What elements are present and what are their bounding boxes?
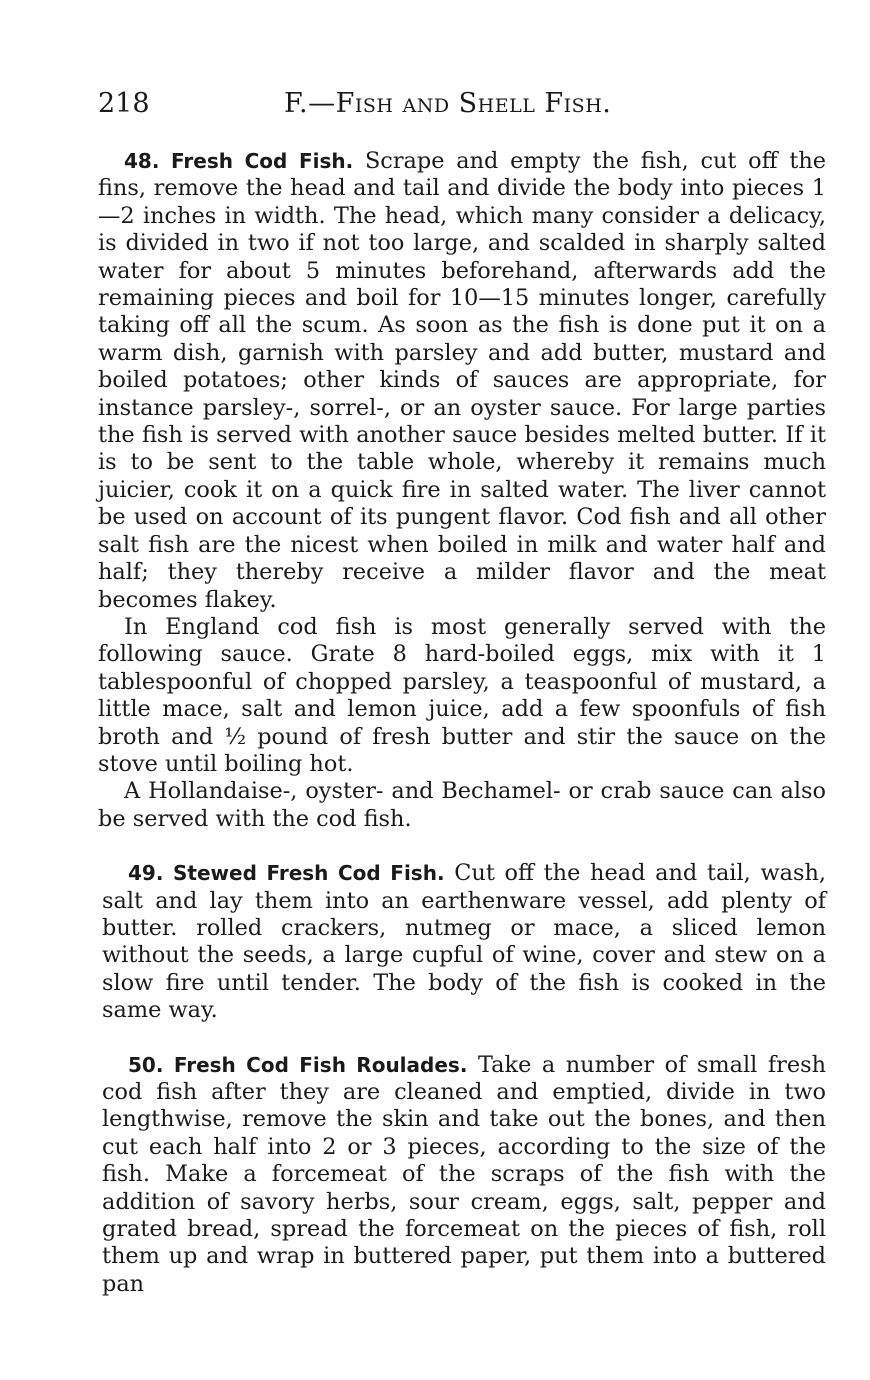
recipe-heading: [128, 1053, 467, 1077]
recipe-paragraph: [98, 148, 826, 614]
recipe-text: Take a number of small fresh cod fish after they are cleaned and emptied, divide in two lengthwise, remove the skin and take out the bones, and then cut each half into 2 or 3 pieces, according to the size of the fish. Make a forcemeat of the scraps of the fish with the addition of savory herbs, sour cream, eggs, salt, pepper and grated bread, spread the forcemeat on the pieces of fish, roll them up and wrap in buttered paper, put them into a buttered pan: [102, 1051, 826, 1297]
page-number: 218: [98, 88, 150, 119]
recipe-49: [98, 860, 826, 1024]
recipe-text: Scrape and empty the fish, cut off the fins, remove the head and tail and divide the body into pieces 1—2 inches in width. The head, which many consider a delicacy, is divided in two if not too large, and scalded in sharply salted water for about 5 minutes beforehand, afterwards add the remaining pieces and boil for 10—15 minutes longer, carefully taking off all the scum. As soon as the fish is done put it on a warm dish, garnish with parsley and add butter, mustard and boiled potatoes; other kinds of sauces are appropriate, for instance parsley-, sorrel-, or an oyster sauce. For large parties the fish is served with another sauce besides melted butter. If it is to be sent to the table whole, whereby it remains much juicier, cook it on a quick fire in salted water. The liver cannot be used on account of its pungent flavor. Cod fish and all other salt fish are the nicest when boiled in milk and water half and half; they thereby receive a milder flavor and the meat becomes flakey.: [98, 148, 826, 613]
recipe-text: Cut off the head and tail, wash, salt and lay them into an earthenware vessel, add plenty of butter. rolled crackers, nutmeg or mace, a sliced lemon without the seeds, a large cupful of wine, cover and stew on a slow fire until tender. The body of the fish is cooked in the same way.: [102, 860, 826, 1024]
recipe-title: Fresh Cod Fish Roulades.: [173, 1052, 468, 1077]
recipe-paragraph: [102, 860, 826, 1024]
recipe-number: 50.: [128, 1052, 164, 1077]
running-head: [98, 88, 826, 128]
book-page: [98, 88, 826, 1325]
recipe-paragraph: In England cod fish is most generally served with the following sauce. Grate 8 hard-boiled eggs, mix with it 1 tablespoonful of chopped parsley, a teaspoonful of mustard, a little mace, salt and lemon juice, add a few spoonfuls of fish broth and ½ pound of fresh butter and stir the sauce on the stove until boiling hot.: [98, 613, 826, 777]
recipe-paragraph: [102, 1052, 826, 1299]
recipe-title: Fresh Cod Fish.: [171, 149, 354, 173]
recipe-50: [98, 1052, 826, 1299]
recipe-number: 48.: [124, 149, 160, 173]
recipe-48: [98, 148, 826, 833]
recipe-heading: [124, 149, 353, 173]
recipe-paragraph: A Hollandaise-, oyster- and Bechamel- or crab sauce can also be served with the cod fish.: [98, 778, 826, 832]
recipe-number: 49.: [128, 861, 164, 886]
recipe-title: Stewed Fresh Cod Fish.: [173, 861, 445, 886]
recipe-heading: [128, 861, 445, 885]
section-title: F.—Fish and Shell Fish.: [284, 88, 612, 119]
